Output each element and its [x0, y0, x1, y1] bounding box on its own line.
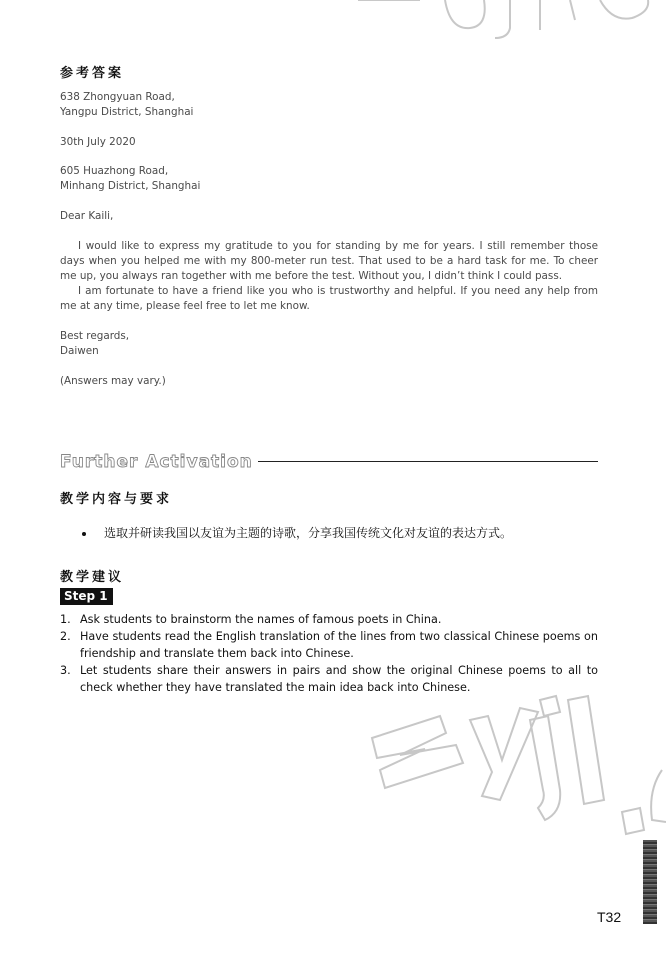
step-number: 3.: [60, 664, 71, 677]
step-number: 2.: [60, 630, 71, 643]
step-text: Let students share their answers in pairs and show the original Chinese poems to all to check whether they have translated the main idea back into Chinese.: [80, 664, 598, 694]
step-label: Step 1: [60, 588, 113, 605]
body-paragraph: I would like to express my gratitude to you for standing by me for years. I still remember those days when you helped me with my 800-meter run test. That used to be a hard task for me. To cheer me up, you always ran together with me before the test. Without you, I didn’t think I could pass.: [60, 240, 598, 282]
page-number: T32: [597, 909, 622, 925]
answer-section-title: 参考答案: [60, 66, 125, 81]
letter-date: 30th July 2020: [60, 136, 136, 148]
answer-note: (Answers may vary.): [60, 375, 166, 387]
step-item: [60, 611, 598, 628]
letter-closing: [60, 329, 129, 359]
teaching-suggestion-title: 教学建议: [60, 570, 125, 585]
content-requirements-title: 教学内容与要求: [60, 492, 173, 507]
letter-body: [60, 239, 598, 314]
step-number: 1.: [60, 613, 71, 626]
sender-address-line: 638 Zhongyuan Road,: [60, 91, 175, 103]
signature: Daiwen: [60, 345, 99, 357]
step-item: [60, 662, 598, 696]
letter-salutation: Dear Kaili,: [60, 210, 114, 222]
recipient-address: [60, 164, 200, 194]
step-item: [60, 628, 598, 662]
sender-address-line: Yangpu District, Shanghai: [60, 106, 194, 118]
heading-divider: [258, 461, 598, 462]
content-bullet-item: [82, 524, 512, 541]
content-bullet-text: 选取并研读我国以友谊为主题的诗歌，分享我国传统文化对友谊的表达方式。: [104, 526, 513, 540]
closing-line: Best regards,: [60, 330, 130, 342]
page-edge-strip: [643, 840, 657, 924]
step-list: [60, 611, 598, 696]
sender-address: [60, 90, 193, 120]
body-paragraph: I am fortunate to have a friend like you who is trustworthy and helpful. If you need any help from me at any time, please feel free to let me know.: [60, 285, 598, 312]
further-activation-heading: Further Activation: [60, 452, 253, 472]
recipient-address-line: 605 Huazhong Road,: [60, 165, 169, 177]
recipient-address-line: Minhang District, Shanghai: [60, 180, 201, 192]
step-text: Ask students to brainstorm the names of famous poets in China.: [80, 613, 442, 626]
step-text: Have students read the English translation of the lines from two classical Chinese poems on friendship and translate them back into Chinese.: [80, 630, 598, 660]
bullet-icon: [82, 532, 86, 536]
